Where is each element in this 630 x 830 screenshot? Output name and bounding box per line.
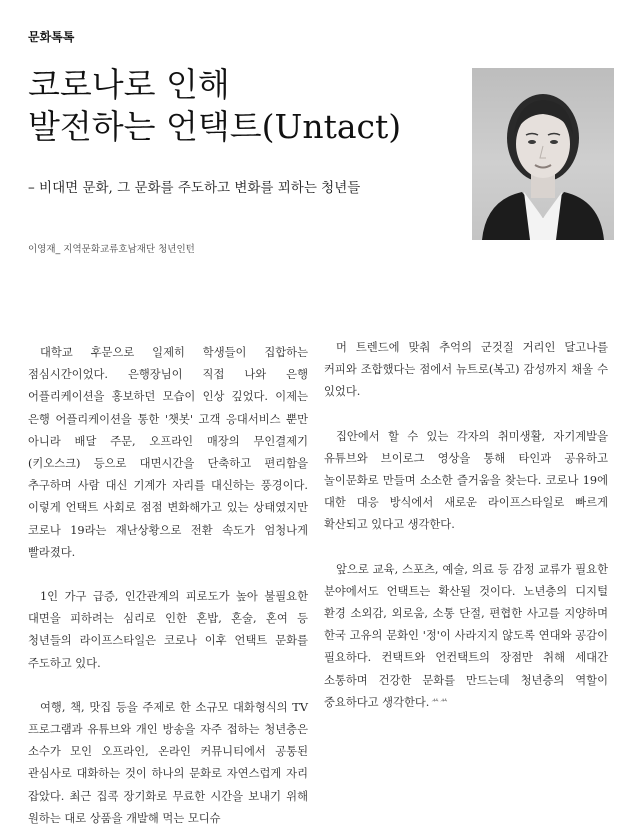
article-body-right-column [324,337,608,715]
body-paragraph: 1인 가구 급증, 인간관계의 피로도가 높아 불필요한 대면을 피하려는 심리로 인한 혼밥, 혼술, 혼여 등 청년들의 라이프스타일은 코로나 이후 언택트 문화를 주도하고 있다. [28,590,308,670]
body-paragraph: 여행, 책, 맛집 등을 주제로 한 소규모 대화형식의 TV 프로그램과 유튜브와 개인 방송을 자주 접하는 청년층은 소수가 모인 오프라인, 온라인 커뮤니티에서 공통된 관심사로 대화하는 것이 하나의 문화로 자연스럽게 자리 잡았다. 최근 집콕 장기화로 무료한 시간을 보내기 위해 원하는 대로 상품을 개발해 먹는 모디슈 [28,700,308,825]
section-label: 문화톡톡 [28,30,75,44]
article-title-line-1: 코로나로 인해 [28,65,230,104]
body-paragraph: 대학교 후문으로 일제히 학생들이 집합하는 점심시간이었다. 은행장님이 직접 나와 은행 어플리케이션을 홍보하던 모습이 인상 깊었다. 이제는 은행 어플리케이션을 통한 '챗봇' 고객 응대서비스 뿐만 아니라 배달 주문, 오프라인 매장의 무인결제기(키오스크) 등으로 대면시간을 단축하고 편리함을 추구하며 사람 대신 기계가 자리를 대신하는 풍경이다. 이렇게 언택트 사회로 점점 변화해가고 있는 상태였지만 코로나 19라는 재난상황으로 전환 속도가 엄청나게 빨라졌다. [28,346,308,559]
body-paragraph-text: 앞으로 교육, 스포츠, 예술, 의료 등 감정 교류가 필요한 분야에서도 언택트는 확산될 것이다. 노년층의 디지털 환경 소외감, 외로움, 소통 단절, 편협한 사고를 지양하며 한국 고유의 문화인 '정'이 사라지지 않도록 연대와 공감이 필요하다. 컨택트와 언컨택트의 장점만 취해 세대간 소통하며 건강한 문화를 만드는데 청년층의 역할이 중요하다고 생각한다. [324,562,608,709]
body-paragraph: 집안에서 할 수 있는 각자의 취미생활, 자기계발을 유튜브와 브이로그 영상을 통해 타인과 공유하고 놀이문화로 만들며 소소한 즐거움을 찾는다. 코로나 19에 대한 대응 방식에서 새로운 라이프스타일로 빠르게 확산되고 있다고 생각한다. [324,429,608,532]
body-paragraph [324,559,608,715]
end-mark: ᄊᄊ [429,698,447,709]
article-title [28,64,448,148]
article-body-left-column [28,342,308,830]
body-paragraph: 머 트렌드에 맞춰 추억의 군것질 거리인 달고나를 커피와 조합했다는 점에서 뉴트로(복고) 감성까지 채울 수 있었다. [324,341,608,399]
author-photo [472,68,614,240]
portrait-photo-icon [472,68,614,240]
article-byline: 이영재_ 지역문화교류호남재단 청년인턴 [28,244,195,255]
article-subtitle: – 비대면 문화, 그 문화를 주도하고 변화를 꾀하는 청년들 [28,180,361,196]
article-title-line-2: 발전하는 언택트(Untact) [28,107,402,146]
